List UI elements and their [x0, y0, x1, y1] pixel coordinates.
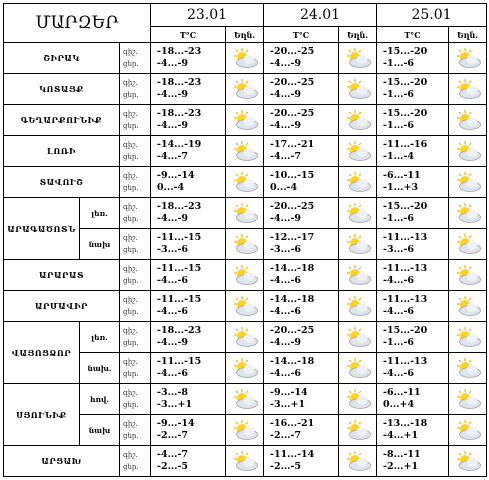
temperature-cell — [151, 322, 226, 353]
night-temp: -15...-20 — [383, 201, 428, 212]
date-header-3: 25.01 — [377, 4, 487, 27]
day-temp: -4...-6 — [157, 275, 189, 286]
sun-cloud-icon — [449, 47, 486, 69]
night-temp: -3...-8 — [157, 387, 189, 398]
day-temp: -1...-6 — [383, 120, 415, 131]
region-row — [4, 322, 487, 353]
weather-cell — [226, 260, 264, 291]
weather-cell — [449, 74, 487, 105]
night-temp: -20...-25 — [270, 201, 315, 212]
sun-cloud-icon — [339, 233, 376, 255]
day-label: ցեր. — [123, 277, 139, 285]
temperature-cell — [377, 43, 449, 74]
weather-cell — [449, 167, 487, 198]
night-temp: -10...-15 — [270, 170, 315, 181]
day-temp: -1...-6 — [383, 213, 415, 224]
day-temp: -3...+1 — [157, 399, 193, 410]
day-temp: -3...-6 — [383, 244, 415, 255]
day-temp: -1...-6 — [383, 89, 415, 100]
night-temp: -9...-14 — [157, 170, 195, 181]
weather-cell — [339, 260, 377, 291]
weather-cell — [339, 74, 377, 105]
night-temp: -20...-25 — [270, 325, 315, 336]
temperature-cell — [151, 43, 226, 74]
night-label: գիշ. — [123, 234, 138, 242]
night-temp: -18...-23 — [157, 201, 202, 212]
day-temp: 0...-4 — [157, 182, 185, 193]
temperature-cell — [151, 105, 226, 136]
weather-cell — [339, 136, 377, 167]
weather-header-3: Եղն. — [449, 27, 487, 43]
sun-cloud-icon — [449, 202, 486, 224]
sun-cloud-icon — [339, 202, 376, 224]
temperature-cell — [264, 74, 339, 105]
night-temp: -20...-25 — [270, 108, 315, 119]
time-labels — [120, 415, 151, 446]
day-temp: -4...-9 — [157, 120, 189, 131]
subregion-name: նախ — [80, 229, 120, 260]
temperature-cell — [151, 229, 226, 260]
weather-cell — [226, 415, 264, 446]
night-temp: -20...-25 — [270, 77, 315, 88]
time-labels — [120, 167, 151, 198]
region-name: ԳԵՂԱՐՔՈՒՆԻՔ — [4, 105, 120, 136]
day-temp: -1...+3 — [383, 182, 419, 193]
region-name: ԱՐՑԱԽ — [4, 446, 120, 477]
weather-cell — [339, 105, 377, 136]
temperature-cell — [264, 260, 339, 291]
night-temp: -11...-15 — [157, 263, 202, 274]
night-label: գիշ. — [123, 110, 138, 118]
day-label: ցեր. — [123, 215, 139, 223]
day-temp: -4...-9 — [270, 213, 302, 224]
night-label: գիշ. — [123, 79, 138, 87]
temperature-cell — [151, 415, 226, 446]
night-temp: -14...-19 — [157, 139, 202, 150]
subregion-name: նախ. — [80, 353, 120, 384]
temperature-cell — [377, 105, 449, 136]
night-temp: -18...-23 — [157, 325, 202, 336]
night-temp: -9...-14 — [270, 387, 308, 398]
region-name: ՇԻՐԱԿ — [4, 43, 120, 74]
weather-cell — [449, 353, 487, 384]
day-label: ցեր. — [123, 184, 139, 192]
day-temp: -3...-6 — [157, 244, 189, 255]
day-temp: -4...-9 — [157, 337, 189, 348]
weather-cell — [339, 384, 377, 415]
sun-cloud-icon — [226, 450, 263, 472]
night-label: գիշ. — [123, 203, 138, 211]
region-row — [4, 74, 487, 105]
night-temp: -11...-15 — [157, 294, 202, 305]
subregion-name: հով. — [80, 384, 120, 415]
weather-cell — [449, 322, 487, 353]
weather-cell — [339, 43, 377, 74]
weather-cell — [226, 167, 264, 198]
day-label: ցեր. — [123, 432, 139, 440]
night-label: գիշ. — [123, 389, 138, 397]
day-temp: -4...-7 — [270, 151, 302, 162]
temperature-cell — [151, 446, 226, 477]
day-temp: -4...-6 — [270, 306, 302, 317]
night-temp: -11...-13 — [383, 294, 428, 305]
night-temp: -20...-25 — [270, 46, 315, 57]
sun-cloud-icon — [226, 78, 263, 100]
night-label: գիշ. — [123, 48, 138, 56]
day-label: ցեր. — [123, 370, 139, 378]
night-temp: -14...-18 — [270, 263, 315, 274]
region-row — [4, 384, 487, 415]
sun-cloud-icon — [449, 264, 486, 286]
night-temp: -9...-14 — [157, 418, 195, 429]
day-temp: -2...+1 — [383, 461, 419, 472]
day-temp: -3...+1 — [270, 399, 306, 410]
weather-cell — [226, 291, 264, 322]
region-row — [4, 198, 487, 229]
region-name: ԱՐՄԱՎԻՐ — [4, 291, 120, 322]
night-label: գիշ. — [123, 358, 138, 366]
regions-header: ՄԱՐԶԵՐ — [4, 4, 151, 43]
sun-cloud-icon — [449, 233, 486, 255]
night-temp: -15...-20 — [383, 108, 428, 119]
day-label: ցեր. — [123, 153, 139, 161]
weather-cell — [226, 105, 264, 136]
region-row — [4, 43, 487, 74]
temperature-cell — [377, 229, 449, 260]
region-name: ԱՐԱՐԱՏ — [4, 260, 120, 291]
day-temp: -4...-6 — [383, 275, 415, 286]
night-label: գիշ. — [123, 451, 138, 459]
night-temp: -11...-16 — [383, 139, 428, 150]
night-temp: -11...-15 — [157, 356, 202, 367]
day-temp: -4...-6 — [157, 306, 189, 317]
sun-cloud-icon — [339, 419, 376, 441]
night-temp: -12...-17 — [270, 232, 315, 243]
temperature-cell — [151, 353, 226, 384]
weather-cell — [339, 322, 377, 353]
region-name: ՏԱՎՈՒՇ — [4, 167, 120, 198]
sun-cloud-icon — [226, 47, 263, 69]
temperature-cell — [264, 43, 339, 74]
time-labels — [120, 43, 151, 74]
region-row — [4, 105, 487, 136]
night-label: գիշ. — [123, 265, 138, 273]
weather-cell — [226, 229, 264, 260]
day-temp: 0...-4 — [270, 182, 298, 193]
temperature-cell — [264, 415, 339, 446]
day-label: ցեր. — [123, 308, 139, 316]
weather-cell — [449, 260, 487, 291]
temperature-cell — [377, 74, 449, 105]
sun-cloud-icon — [339, 140, 376, 162]
weather-cell — [339, 353, 377, 384]
weather-cell — [339, 229, 377, 260]
temperature-cell — [264, 229, 339, 260]
day-label: ցեր. — [123, 91, 139, 99]
sun-cloud-icon — [339, 264, 376, 286]
night-temp: -17...-21 — [270, 139, 315, 150]
time-labels — [120, 105, 151, 136]
sun-cloud-icon — [449, 140, 486, 162]
sun-cloud-icon — [226, 326, 263, 348]
temperature-cell — [377, 322, 449, 353]
sun-cloud-icon — [226, 202, 263, 224]
sun-cloud-icon — [449, 419, 486, 441]
day-temp: -4...-6 — [157, 368, 189, 379]
night-temp: -15...-20 — [383, 325, 428, 336]
weather-cell — [226, 353, 264, 384]
temperature-cell — [377, 136, 449, 167]
sun-cloud-icon — [449, 109, 486, 131]
night-temp: -6...-11 — [383, 170, 421, 181]
day-label: ցեր. — [123, 246, 139, 254]
sun-cloud-icon — [449, 78, 486, 100]
sun-cloud-icon — [339, 47, 376, 69]
night-temp: -15...-20 — [383, 46, 428, 57]
night-temp: -18...-23 — [157, 108, 202, 119]
weather-cell — [449, 136, 487, 167]
night-temp: -14...-18 — [270, 294, 315, 305]
region-row — [4, 446, 487, 477]
temperature-cell — [151, 291, 226, 322]
weather-cell — [226, 322, 264, 353]
weather-cell — [339, 167, 377, 198]
time-labels — [120, 229, 151, 260]
weather-cell — [226, 136, 264, 167]
sun-cloud-icon — [226, 140, 263, 162]
night-temp: -11...-15 — [157, 232, 202, 243]
weather-cell — [226, 198, 264, 229]
sun-cloud-icon — [226, 233, 263, 255]
temperature-cell — [151, 136, 226, 167]
temperature-cell — [151, 74, 226, 105]
day-label: ցեր. — [123, 122, 139, 130]
region-name: ԿՈՏԱՅՔ — [4, 74, 120, 105]
time-labels — [120, 353, 151, 384]
temperature-cell — [264, 384, 339, 415]
sun-cloud-icon — [449, 388, 486, 410]
sun-cloud-icon — [339, 295, 376, 317]
subregion-name: լեռ. — [80, 198, 120, 229]
day-temp: -4...-9 — [157, 213, 189, 224]
subregion-name: նախ — [80, 415, 120, 446]
weather-header-2: Եղն. — [339, 27, 377, 43]
forecast-table — [3, 3, 487, 477]
temperature-cell — [264, 353, 339, 384]
sun-cloud-icon — [339, 357, 376, 379]
temperature-cell — [377, 415, 449, 446]
region-name: ՍՅՈՒՆԻՔ — [4, 384, 80, 446]
day-temp: -4...-9 — [270, 337, 302, 348]
day-label: ցեր. — [123, 60, 139, 68]
temperature-cell — [377, 353, 449, 384]
temperature-cell — [151, 167, 226, 198]
sun-cloud-icon — [449, 450, 486, 472]
weather-cell — [449, 291, 487, 322]
weather-header-1: Եղն. — [226, 27, 264, 43]
night-temp: -13...-18 — [383, 418, 428, 429]
time-labels — [120, 260, 151, 291]
temperature-cell — [377, 167, 449, 198]
temperature-cell — [264, 198, 339, 229]
sun-cloud-icon — [339, 326, 376, 348]
temp-header-1: T°C — [151, 27, 226, 43]
night-label: գիշ. — [123, 327, 138, 335]
temperature-cell — [377, 260, 449, 291]
weather-cell — [339, 415, 377, 446]
night-temp: -11...-13 — [383, 232, 428, 243]
day-temp: -4...-6 — [383, 306, 415, 317]
sun-cloud-icon — [449, 326, 486, 348]
region-row — [4, 291, 487, 322]
region-row — [4, 260, 487, 291]
night-label: գիշ. — [123, 172, 138, 180]
day-temp: -4...-9 — [270, 120, 302, 131]
subregion-name: լեռ. — [80, 322, 120, 353]
temperature-cell — [151, 384, 226, 415]
day-temp: -4...+1 — [383, 430, 419, 441]
weather-cell — [449, 105, 487, 136]
sun-cloud-icon — [449, 357, 486, 379]
day-temp: -2...-7 — [270, 430, 302, 441]
temperature-cell — [264, 322, 339, 353]
sun-cloud-icon — [449, 295, 486, 317]
time-labels — [120, 74, 151, 105]
sun-cloud-icon — [226, 171, 263, 193]
day-temp: -4...-9 — [157, 58, 189, 69]
time-labels — [120, 446, 151, 477]
weather-cell — [226, 74, 264, 105]
weather-cell — [449, 384, 487, 415]
day-temp: -4...-6 — [270, 368, 302, 379]
day-temp: -4...-9 — [270, 58, 302, 69]
region-row — [4, 136, 487, 167]
night-temp: -11...-14 — [270, 449, 315, 460]
weather-cell — [449, 446, 487, 477]
weather-cell — [449, 198, 487, 229]
region-name: ՎԱՅՈՑՁՈՐ — [4, 322, 80, 384]
day-temp: -2...-5 — [157, 461, 189, 472]
day-temp: -2...-5 — [270, 461, 302, 472]
date-header-1: 23.01 — [151, 4, 264, 27]
day-temp: -1...-4 — [383, 151, 415, 162]
weather-cell — [339, 198, 377, 229]
sun-cloud-icon — [339, 171, 376, 193]
time-labels — [120, 384, 151, 415]
weather-cell — [339, 446, 377, 477]
sun-cloud-icon — [339, 109, 376, 131]
night-temp: -8...-11 — [383, 449, 421, 460]
night-label: գիշ. — [123, 420, 138, 428]
weather-cell — [449, 229, 487, 260]
day-temp: -4...-7 — [157, 151, 189, 162]
sun-cloud-icon — [449, 171, 486, 193]
night-temp: -4...-7 — [157, 449, 189, 460]
temperature-cell — [377, 198, 449, 229]
temperature-cell — [264, 167, 339, 198]
region-name: ԼՈՌԻ — [4, 136, 120, 167]
night-temp: -6...-11 — [383, 387, 421, 398]
sun-cloud-icon — [226, 295, 263, 317]
sun-cloud-icon — [226, 264, 263, 286]
temperature-cell — [151, 198, 226, 229]
weather-cell — [449, 43, 487, 74]
day-label: ցեր. — [123, 339, 139, 347]
sun-cloud-icon — [226, 419, 263, 441]
weather-cell — [449, 415, 487, 446]
day-temp: -2...-7 — [157, 430, 189, 441]
night-temp: -15...-20 — [383, 77, 428, 88]
temperature-cell — [264, 105, 339, 136]
day-temp: -4...-9 — [157, 89, 189, 100]
night-temp: -18...-23 — [157, 77, 202, 88]
region-row — [4, 167, 487, 198]
weather-cell — [226, 43, 264, 74]
time-labels — [120, 322, 151, 353]
temperature-cell — [264, 136, 339, 167]
date-header-2: 24.01 — [264, 4, 377, 27]
temperature-cell — [377, 384, 449, 415]
day-temp: -4...-6 — [270, 275, 302, 286]
day-temp: 0...+4 — [383, 399, 415, 410]
day-label: ցեր. — [123, 463, 139, 471]
temperature-cell — [151, 260, 226, 291]
temperature-cell — [264, 446, 339, 477]
day-temp: -3...-6 — [270, 244, 302, 255]
day-temp: -1...-6 — [383, 58, 415, 69]
day-label: ցեր. — [123, 401, 139, 409]
night-temp: -11...-13 — [383, 356, 428, 367]
weather-cell — [339, 291, 377, 322]
night-label: գիշ. — [123, 141, 138, 149]
time-labels — [120, 136, 151, 167]
sun-cloud-icon — [339, 78, 376, 100]
night-temp: -14...-18 — [270, 356, 315, 367]
time-labels — [120, 291, 151, 322]
day-temp: -4...-6 — [383, 368, 415, 379]
weather-cell — [226, 384, 264, 415]
sun-cloud-icon — [226, 388, 263, 410]
night-temp: -11...-13 — [383, 263, 428, 274]
temperature-cell — [264, 291, 339, 322]
night-temp: -16...-21 — [270, 418, 315, 429]
day-temp: -1...-6 — [383, 337, 415, 348]
sun-cloud-icon — [226, 357, 263, 379]
region-name: ԱՐԱԳԱԾՈՏՆ — [4, 198, 80, 260]
sun-cloud-icon — [339, 388, 376, 410]
temperature-cell — [377, 291, 449, 322]
night-label: գիշ. — [123, 296, 138, 304]
night-temp: -18...-23 — [157, 46, 202, 57]
temp-header-2: T°C — [264, 27, 339, 43]
time-labels — [120, 198, 151, 229]
day-temp: -4...-9 — [270, 89, 302, 100]
weather-cell — [226, 446, 264, 477]
temperature-cell — [377, 446, 449, 477]
sun-cloud-icon — [339, 450, 376, 472]
sun-cloud-icon — [226, 109, 263, 131]
temp-header-3: T°C — [377, 27, 449, 43]
